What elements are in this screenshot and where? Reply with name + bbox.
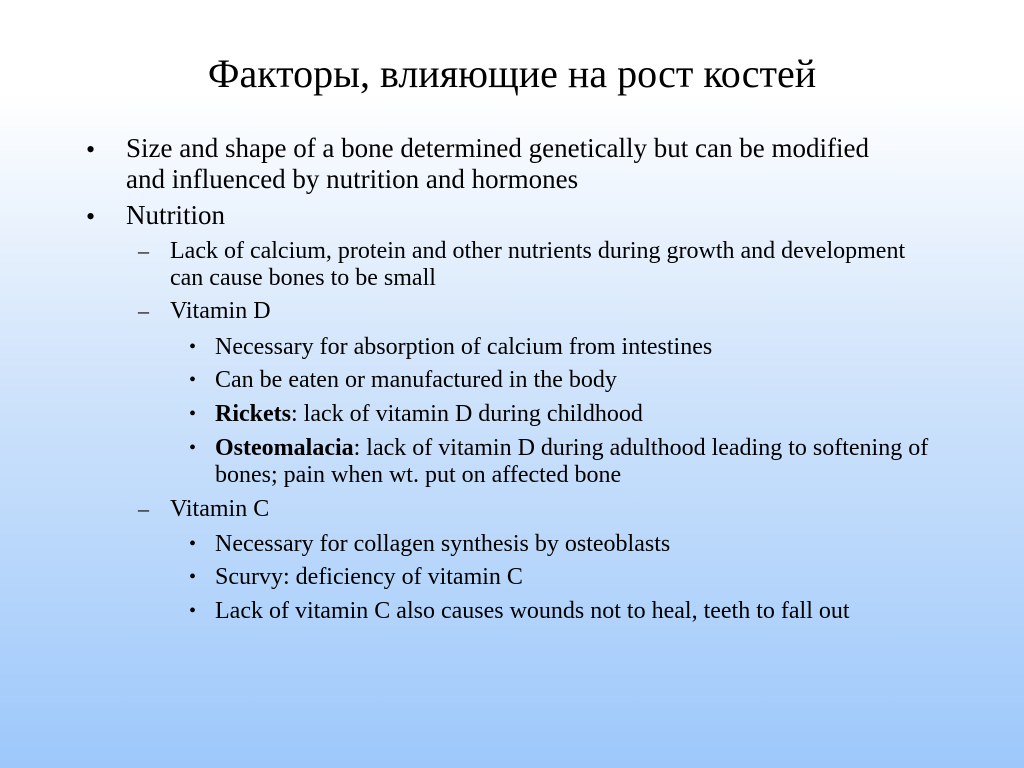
bullet-vitamin-d: Vitamin D — [170, 298, 271, 324]
bullet-marker: • — [189, 369, 197, 391]
bullet-absorption: Necessary for absorption of calcium from intestines — [215, 334, 713, 360]
osteomalacia-description: : lack of vitamin D during adulthood leading to softening of bones; pain when wt. put on affected bone — [215, 435, 929, 488]
bullet-nutrition: Nutrition — [126, 200, 225, 230]
bullet-marker: • — [189, 600, 197, 622]
term-rickets: Rickets — [215, 401, 291, 427]
term-osteomalacia: Osteomalacia — [215, 435, 354, 461]
bullet-scurvy: Scurvy: deficiency of vitamin C — [215, 564, 523, 590]
bullet-eaten-manufactured: Can be eaten or manufactured in the body — [215, 367, 617, 393]
bullet-marker: • — [189, 437, 197, 459]
bullet-wounds: Lack of vitamin C also causes wounds not to heal, teeth to fall out — [215, 598, 850, 624]
bullet-vitamin-c: Vitamin C — [170, 496, 270, 522]
dash-marker: – — [138, 298, 149, 323]
dash-marker: – — [138, 496, 149, 521]
bullet-marker: • — [86, 202, 96, 231]
bullet-marker: • — [189, 336, 197, 358]
dash-marker: – — [138, 238, 149, 263]
bullet-size-shape: Size and shape of a bone determined genetically but can be modified and influenced by nutrition and hormones — [126, 133, 869, 194]
bullet-marker: • — [189, 566, 197, 588]
rickets-description: : lack of vitamin D during childhood — [290, 401, 643, 427]
bullet-collagen: Necessary for collagen synthesis by osteoblasts — [215, 531, 671, 557]
bullet-marker: • — [189, 533, 197, 555]
bullet-marker: • — [86, 135, 96, 164]
bullet-rickets — [215, 401, 945, 428]
bullet-lack-calcium: Lack of calcium, protein and other nutrients during growth and development can cause bones to be small — [170, 238, 906, 291]
bullet-osteomalacia — [215, 435, 945, 489]
bullet-marker: • — [189, 403, 197, 425]
slide-title: Факторы, влияющие на рост костей — [207, 51, 817, 96]
